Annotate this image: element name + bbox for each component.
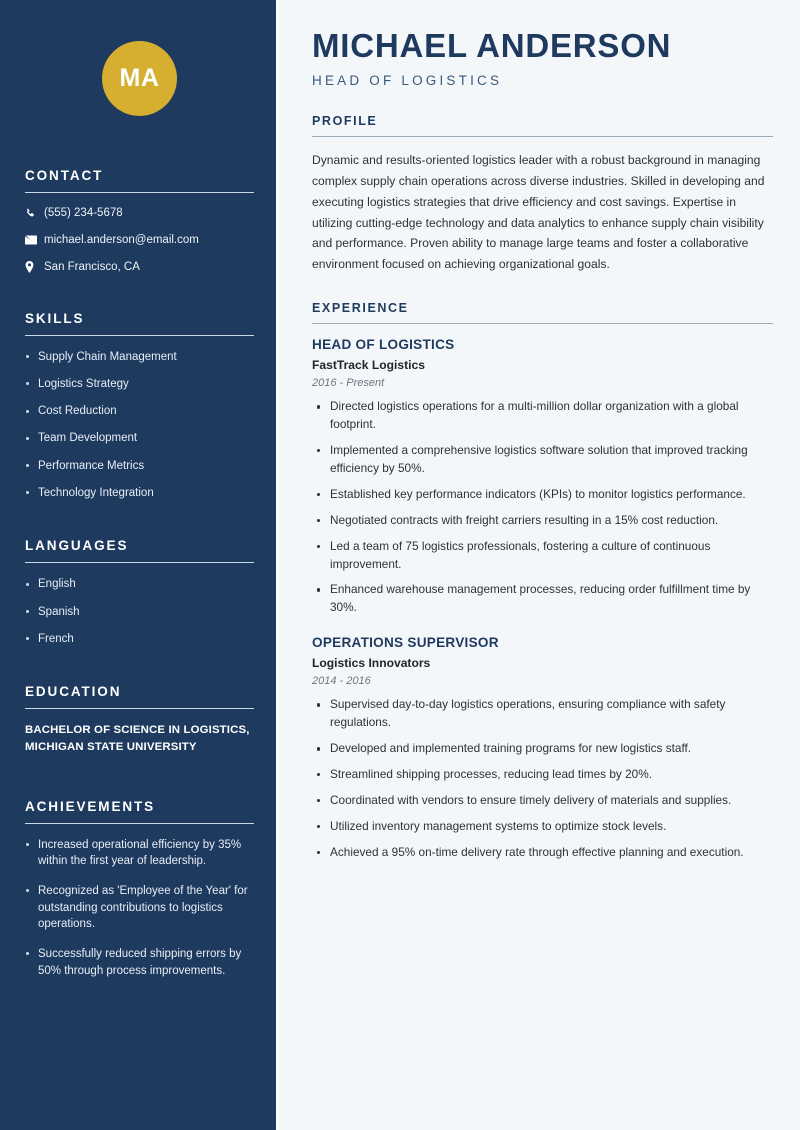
- list-item: Spanish: [25, 604, 254, 621]
- education-item: BACHELOR OF SCIENCE IN LOGISTICS, MICHIGAN STATE UNIVERSITY: [25, 724, 250, 754]
- job-title: OPERATIONS SUPERVISOR: [312, 635, 499, 651]
- experience-divider: [312, 323, 773, 324]
- list-item: Enhanced warehouse management processes, reducing order fulfillment time by 30%.: [312, 581, 773, 617]
- list-item: Supervised day-to-day logistics operations, ensuring compliance with safety regulations.: [312, 696, 773, 732]
- achievements-heading: ACHIEVEMENTS: [25, 798, 156, 814]
- sidebar-section-skills: [25, 311, 254, 502]
- languages-divider: [25, 562, 254, 563]
- profile-divider: [312, 136, 773, 137]
- list-item: Supply Chain Management: [25, 349, 254, 366]
- contact-heading: CONTACT: [25, 168, 104, 183]
- sidebar-section-contact: [25, 168, 254, 275]
- experience-entry: [312, 337, 773, 617]
- job-company: FastTrack Logistics: [312, 358, 425, 373]
- list-item: Recognized as 'Employee of the Year' for outstanding contributions to logistics operations.: [25, 883, 254, 933]
- list-item: Streamlined shipping processes, reducing lead times by 20%.: [312, 766, 773, 784]
- contact-item-phone[interactable]: [25, 206, 254, 221]
- profile-text: Dynamic and results-oriented logistics leader with a robust background in managing complex supply chain operations across diverse industries. Skilled in developing and executing logistics strategies that drive efficiency and cost savings. Expertise in utilizing cutting-edge technology and data analytics to enhance supply chain visibility and performance. Proven ability to manage large teams and foster a collaborative environment focused on achieving organizational goals.: [312, 153, 765, 272]
- job-dates: 2016 - Present: [312, 377, 385, 390]
- main-section-profile: [312, 114, 773, 275]
- job-bullet-list: [312, 398, 773, 617]
- list-item: English: [25, 576, 254, 593]
- list-item: Directed logistics operations for a multi-million dollar organization with a global footprint.: [312, 398, 773, 434]
- languages-list: [25, 576, 254, 647]
- main-section-experience: [312, 301, 773, 862]
- contact-location-value: San Francisco, CA: [44, 260, 140, 273]
- avatar-container: [25, 0, 254, 116]
- resume-header: [312, 28, 773, 88]
- languages-heading: LANGUAGES: [25, 538, 129, 554]
- job-title: HEAD OF LOGISTICS: [312, 337, 455, 353]
- achievements-list: [25, 837, 254, 980]
- achievements-divider: [25, 823, 254, 824]
- contact-item-location[interactable]: [25, 260, 254, 275]
- list-item: Increased operational efficiency by 35% within the first year of leadership.: [25, 837, 254, 870]
- job-role-subtitle: HEAD OF LOGISTICS: [312, 72, 503, 88]
- contact-phone-value: (555) 234-5678: [44, 207, 123, 219]
- list-item: Established key performance indicators (KPIs) to monitor logistics performance.: [312, 486, 773, 504]
- skills-heading: SKILLS: [25, 310, 85, 326]
- main-column: [279, 0, 800, 1130]
- list-item: Negotiated contracts with freight carriers resulting in a 15% cost reduction.: [312, 512, 773, 530]
- list-item: Performance Metrics: [25, 458, 254, 475]
- list-item: Achieved a 95% on-time delivery rate through effective planning and execution.: [312, 844, 773, 862]
- envelope-icon: [25, 235, 44, 245]
- job-bullet-list: [312, 696, 773, 861]
- list-item: Led a team of 75 logistics professionals, fostering a culture of continuous improvement.: [312, 538, 773, 574]
- education-heading: EDUCATION: [25, 684, 122, 700]
- list-item: Technology Integration: [25, 485, 254, 502]
- education-divider: [25, 708, 254, 709]
- job-dates: 2014 - 2016: [312, 675, 371, 688]
- experience-entry: [312, 635, 773, 861]
- list-item: Successfully reduced shipping errors by 50% through process improvements.: [25, 946, 254, 979]
- location-pin-icon: [25, 261, 44, 273]
- phone-icon: [25, 208, 44, 219]
- list-item: Cost Reduction: [25, 403, 254, 420]
- list-item: Team Development: [25, 430, 254, 447]
- list-item: Implemented a comprehensive logistics software solution that improved tracking efficiency by 50%.: [312, 442, 773, 478]
- list-item: Logistics Strategy: [25, 376, 254, 393]
- list-item: Coordinated with vendors to ensure timely delivery of materials and supplies.: [312, 792, 773, 810]
- list-item: Developed and implemented training programs for new logistics staff.: [312, 740, 773, 758]
- list-item: French: [25, 631, 254, 648]
- job-company: Logistics Innovators: [312, 656, 431, 671]
- contact-divider: [25, 192, 254, 193]
- sidebar: [0, 0, 279, 1130]
- sidebar-section-achievements: [25, 799, 254, 980]
- list-item: Utilized inventory management systems to optimize stock levels.: [312, 818, 773, 836]
- contact-item-email[interactable]: [25, 233, 254, 248]
- sidebar-section-education: [25, 684, 254, 756]
- avatar: [102, 41, 177, 116]
- skills-list: [25, 349, 254, 502]
- avatar-initials: MA: [119, 64, 160, 92]
- page-title: MICHAEL ANDERSON: [312, 27, 672, 64]
- experience-heading: EXPERIENCE: [312, 300, 409, 315]
- contact-email-value: michael.anderson@email.com: [44, 233, 199, 246]
- skills-divider: [25, 335, 254, 336]
- sidebar-section-languages: [25, 538, 254, 647]
- profile-heading: PROFILE: [312, 113, 378, 128]
- contact-list: [25, 206, 254, 275]
